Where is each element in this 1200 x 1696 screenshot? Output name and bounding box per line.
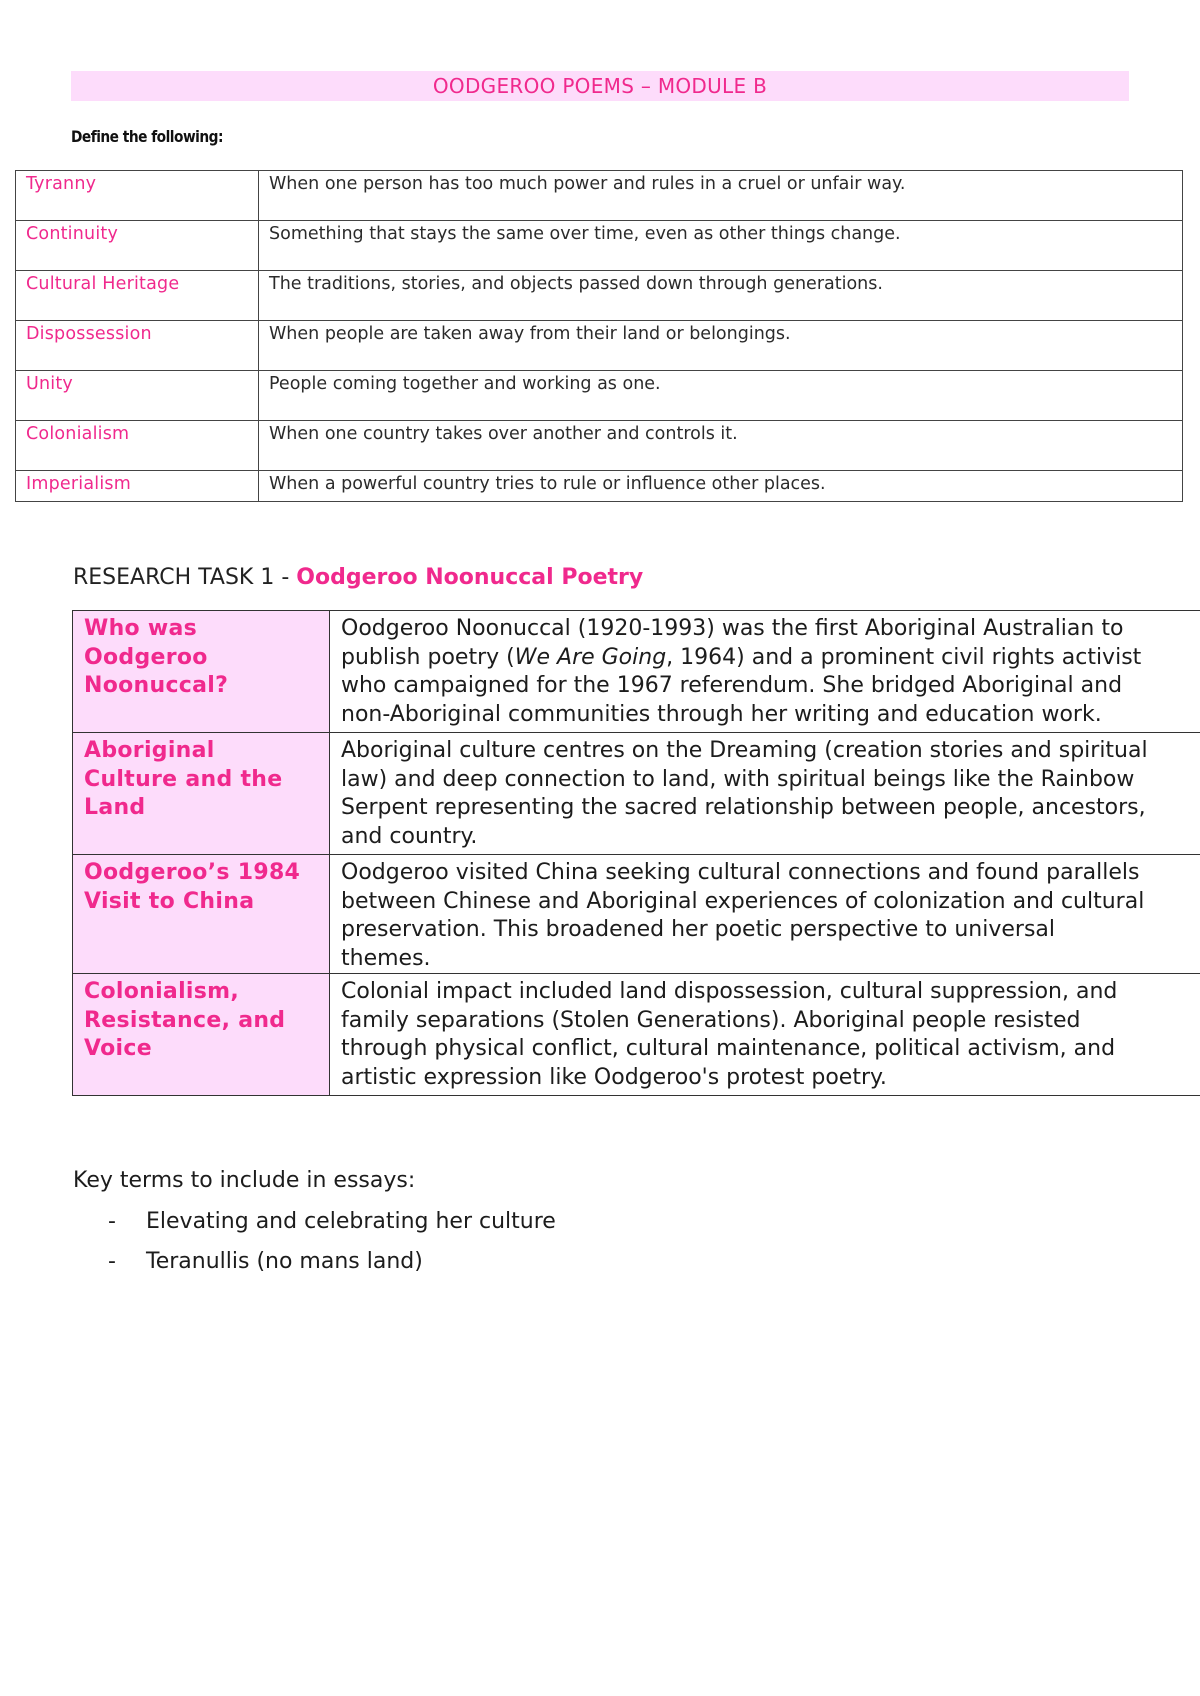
bullet-dash: - (108, 1249, 116, 1274)
topic-cell (73, 855, 330, 974)
description-line: who campaigned for the 1967 referendum. She bridged Aboriginal and (341, 673, 1123, 698)
description-line: Oodgeroo visited China seeking cultural connections and found parallels (341, 860, 1140, 885)
description-line: between Chinese and Aboriginal experiences of colonization and cultural (341, 888, 1145, 914)
research-heading (73, 565, 643, 590)
definition-cell: When people are taken away from their land or belongings. (259, 321, 1183, 371)
term-cell: Continuity (16, 221, 259, 271)
description-cell (330, 733, 1200, 855)
description-line: artistic expression like Oodgeroo's protest poetry. (341, 1064, 887, 1090)
topic-cell (73, 611, 330, 733)
list-item-text: Elevating and celebrating her culture (146, 1209, 556, 1234)
definition-cell: The traditions, stories, and objects passed down through generations. (259, 271, 1183, 321)
description-line: and country. (341, 823, 478, 849)
description-cell (330, 855, 1200, 974)
topic-line: Oodgeroo’s 1984 (84, 860, 301, 885)
define-instruction: Define the following: (71, 127, 223, 146)
term-cell: Unity (16, 371, 259, 421)
key-terms-heading: Key terms to include in essays: (73, 1168, 416, 1193)
topic-cell (73, 733, 330, 855)
topic-line: Voice (84, 1036, 152, 1061)
table-row (16, 421, 1183, 471)
list-item-text: Teranullis (no mans land) (146, 1249, 423, 1274)
description-line: Colonial impact included land dispossession, cultural suppression, and (341, 979, 1118, 1004)
table-row (73, 611, 1200, 733)
description-line: through physical conflict, cultural maintenance, political activism, and (341, 1036, 1116, 1061)
description-line: non-Aboriginal communities through her writing and education work. (341, 701, 1102, 727)
description-line: Serpent representing the sacred relationship between people, ancestors, (341, 795, 1146, 820)
topic-line: Aboriginal (84, 738, 215, 763)
table-row (73, 855, 1200, 974)
bullet-dash: - (108, 1209, 116, 1234)
term-cell: Tyranny (16, 171, 259, 221)
research-heading-title: Oodgeroo Noonuccal Poetry (296, 565, 644, 590)
term-cell: Dispossession (16, 321, 259, 371)
term-cell: Colonialism (16, 421, 259, 471)
description-cell (330, 611, 1200, 733)
topic-line: Visit to China (84, 888, 255, 914)
description-text: , 1964) and a prominent civil rights activist (666, 644, 1142, 670)
description-line: family separations (Stolen Generations). Aboriginal people resisted (341, 1007, 1081, 1033)
definition-cell: When one country takes over another and controls it. (259, 421, 1183, 471)
definition-cell: Something that stays the same over time, even as other things change. (259, 221, 1183, 271)
topic-line: Colonialism, (84, 979, 240, 1004)
topic-cell (73, 974, 330, 1096)
book-title: We Are Going (514, 644, 667, 670)
topic-line: Noonuccal? (84, 673, 229, 698)
page-title: OODGEROO POEMS – MODULE B (71, 71, 1129, 101)
list-item (108, 1208, 556, 1248)
definition-cell: When one person has too much power and rules in a cruel or unfair way. (259, 171, 1183, 221)
description-line: preservation. This broadened her poetic perspective to universal (341, 917, 1056, 942)
term-cell: Imperialism (16, 471, 259, 502)
table-row (16, 371, 1183, 421)
table-row (16, 321, 1183, 371)
table-row (73, 974, 1200, 1096)
topic-line: Culture and the (84, 766, 283, 792)
description-line: Aboriginal culture centres on the Dreaming (creation stories and spiritual (341, 738, 1148, 763)
description-line: Oodgeroo Noonuccal (1920-1993) was the first Aboriginal Australian to (341, 616, 1124, 641)
topic-line: Resistance, and (84, 1007, 286, 1033)
description-line (341, 644, 1200, 673)
table-row (16, 271, 1183, 321)
research-heading-prefix: RESEARCH TASK 1 - (73, 565, 297, 590)
research-table (72, 610, 1200, 1096)
research-table-wrapper (72, 610, 1200, 1096)
table-row (16, 221, 1183, 271)
topic-line: Land (84, 795, 146, 820)
table-row (73, 733, 1200, 855)
term-cell: Cultural Heritage (16, 271, 259, 321)
key-terms-list (108, 1208, 556, 1288)
definition-cell: When a powerful country tries to rule or influence other places. (259, 471, 1183, 502)
description-line: themes. (341, 945, 431, 971)
description-cell (330, 974, 1200, 1096)
table-row (16, 171, 1183, 221)
definitions-table (15, 170, 1183, 502)
definition-cell: People coming together and working as one. (259, 371, 1183, 421)
description-line: law) and deep connection to land, with spiritual beings like the Rainbow (341, 766, 1135, 792)
topic-line: Oodgeroo (84, 644, 208, 670)
description-text: publish poetry ( (341, 644, 515, 670)
list-item (108, 1248, 556, 1288)
topic-line: Who was (84, 616, 198, 641)
table-row (16, 471, 1183, 502)
